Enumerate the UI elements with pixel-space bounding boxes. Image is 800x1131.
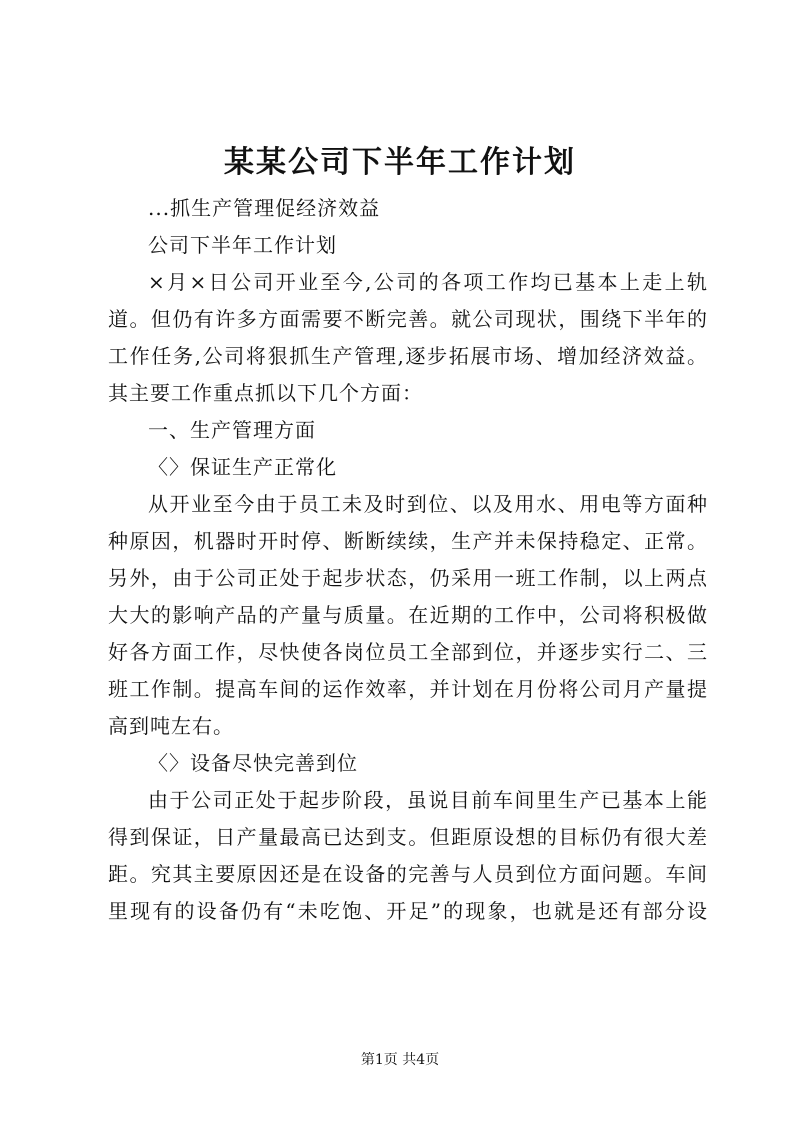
paragraph-line: 从开业至今由于员工未及时到位、以及用水、用电等方面种	[148, 492, 708, 516]
subsection-heading: 〈〉设备尽快完善到位	[148, 751, 358, 775]
paragraph-line: 工作任务,公司将狠抓生产管理,逐步拓展市场、增加经济效益。	[108, 344, 708, 368]
paragraph-line: 由于公司正处于起步阶段，虽说目前车间里生产已基本上能	[148, 788, 708, 812]
paragraph-line: 班工作制。提高车间的运作效率，并计划在月份将公司月产量提	[108, 677, 708, 701]
paragraph-line: ×月×日公司开业至今,公司的各项工作均已基本上走上轨	[148, 270, 708, 294]
paragraph-line: 大大的影响产品的产量与质量。在近期的工作中，公司将积极做	[108, 603, 708, 627]
document-title: 某某公司下半年工作计划	[224, 145, 576, 180]
subsection-heading: 〈〉保证生产正常化	[148, 455, 337, 479]
section-heading: 公司下半年工作计划	[148, 233, 337, 257]
paragraph-line: 道。但仍有许多方面需要不断完善。就公司现状，围绕下半年的	[108, 307, 708, 331]
paragraph-line: 得到保证，日产量最高已达到支。但距原设想的目标仍有很大差	[108, 825, 708, 849]
page-number-footer: 第1页 共4页	[360, 1052, 440, 1068]
paragraph-line: 其主要工作重点抓以下几个方面：	[108, 381, 423, 405]
paragraph-line: 好各方面工作，尽快使各岗位员工全部到位，并逐步实行二、三	[108, 640, 708, 664]
section-heading: 一、生产管理方面	[148, 418, 316, 442]
paragraph-line: 里现有的设备仍有“未吃饱、开足”的现象，也就是还有部分设	[108, 899, 708, 923]
paragraph-line: 高到吨左右。	[108, 714, 234, 738]
paragraph-line: 距。究其主要原因还是在设备的完善与人员到位方面问题。车间	[108, 862, 708, 886]
paragraph-line: 种原因，机器时开时停、断断续续，生产并未保持稳定、正常。	[108, 529, 708, 553]
paragraph-line: 另外，由于公司正处于起步状态，仍采用一班工作制，以上两点	[108, 566, 708, 590]
subtitle-line: ...抓生产管理促经济效益	[148, 196, 381, 220]
